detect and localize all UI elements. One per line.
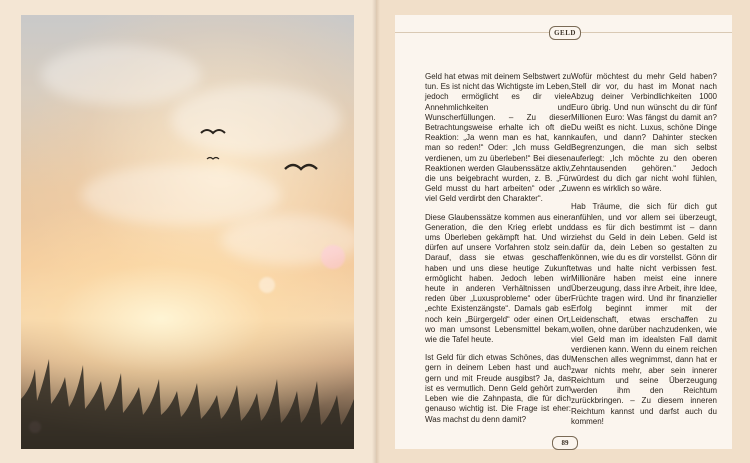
paragraph: Hab Träume, die sich für dich gut anfühlen, und vor allem sei überzeugt, dass es für dich bestimmt ist – dann ziehst du Geld in dein Leben. Geld ist dafür da, dein Leben so gestalten zu können, wie du es dir vorstellst. Gönn dir etwas und halte nicht verbissen fest. Millionäre haben meist eine innere Überzeugung, dass ihre Arbeit, ihre Idee, Früchte tragen wird. Und ihr finanzieller Erfolg beginnt immer mit der Leidenschaft, etwas erschaffen zu wollen, ohne darüber nachzudenken, wie viel Geld man im idealsten Fall damit verdienen kann. Wenn du einem reichen Menschen alles wegnimmst, dann hat er zwar nichts mehr, aber sein innerer Reichtum und seine Überzeugung werden ihm den Reichtum zurückbringen. – Zu diesem inneren Reichtum kannst und darfst auch du kommen! bbox=[571, 202, 717, 426]
bokeh-orb bbox=[321, 245, 345, 269]
header-rule bbox=[395, 32, 549, 33]
text-column-left bbox=[425, 72, 571, 433]
section-tag: GELD bbox=[549, 26, 581, 40]
birds-icon bbox=[191, 123, 331, 193]
book-gutter bbox=[372, 0, 380, 463]
sunset-photo bbox=[21, 15, 354, 449]
paragraph: Diese Glaubenssätze kommen aus einer Generation, die den Krieg erlebt und ums Überleben gekämpft hat. Und wir dürfen auf unsere Vorfahren stolz sein. Darauf, dass sie etwas geschaffen haben und uns diese heutige Zukunft ermöglicht haben. Jedoch leben wir heute in anderen Verhältnissen und reden über „Luxusprobleme“ oder über „echte Existenzängste“. Damals gab es noch kein „Bürgergeld“ oder einen Ort, wo man umsonst Lebensmittel bekam, wie die Tafel heute. bbox=[425, 212, 571, 345]
paragraph: Wofür möchtest du mehr Geld haben? Stell dir vor, du hast im Monat nach Abzug deiner Verbindlichkeiten 1000 Euro übrig. Und nun wünscht du dir fünf Millionen Euro: Was fängst du damit an? Du weißt es nicht. Luxus, schöne Dinge kaufen, und dann? Dahinter stecken Begrenzungen, die man sich selbst auferlegt: „Ich möchte zu den oberen Zehntausenden gehören.“ Jedoch würdest du dich gar nicht wohl fühlen, wenn es wirklich so wäre. bbox=[571, 72, 717, 194]
page-number: 89 bbox=[552, 436, 578, 450]
text-column-right bbox=[571, 72, 717, 435]
bokeh-orb bbox=[259, 277, 275, 293]
paragraph: Geld hat etwas mit deinem Selbstwert zu tun. Es ist nicht das Wichtigste im Leben, jedoch ermöglicht es dir viele Annehmlichkeiten und Wunscherfüllungen. – Zu dieser Betrachtungsweise erhalte ich oft die Reaktion: „Ja wenn man es hat, kann man so reden!“ Oder: „Ich muss Geld verdienen, um zu überleben!“ Bei diesen Reaktionen werden Glaubenssätze aktiv, die uns beigebracht wurden, z. B. „Für Geld musst du hart arbeiten“ oder „Zu viel Geld verdirbt den Charakter“. bbox=[425, 72, 571, 204]
header-rule bbox=[580, 32, 732, 33]
grass-silhouette bbox=[21, 329, 354, 449]
paragraph: Ist Geld für dich etwas Schönes, das du gern in deinem Leben hast und auch gern und mit Freude ausgibst? Ja, das ist es vermutlich. Denn Geld gehört zum Leben wie die Zahnpasta, die für dich genauso wichtig ist. Die Frage ist eher: Was machst du denn damit? bbox=[425, 353, 571, 424]
